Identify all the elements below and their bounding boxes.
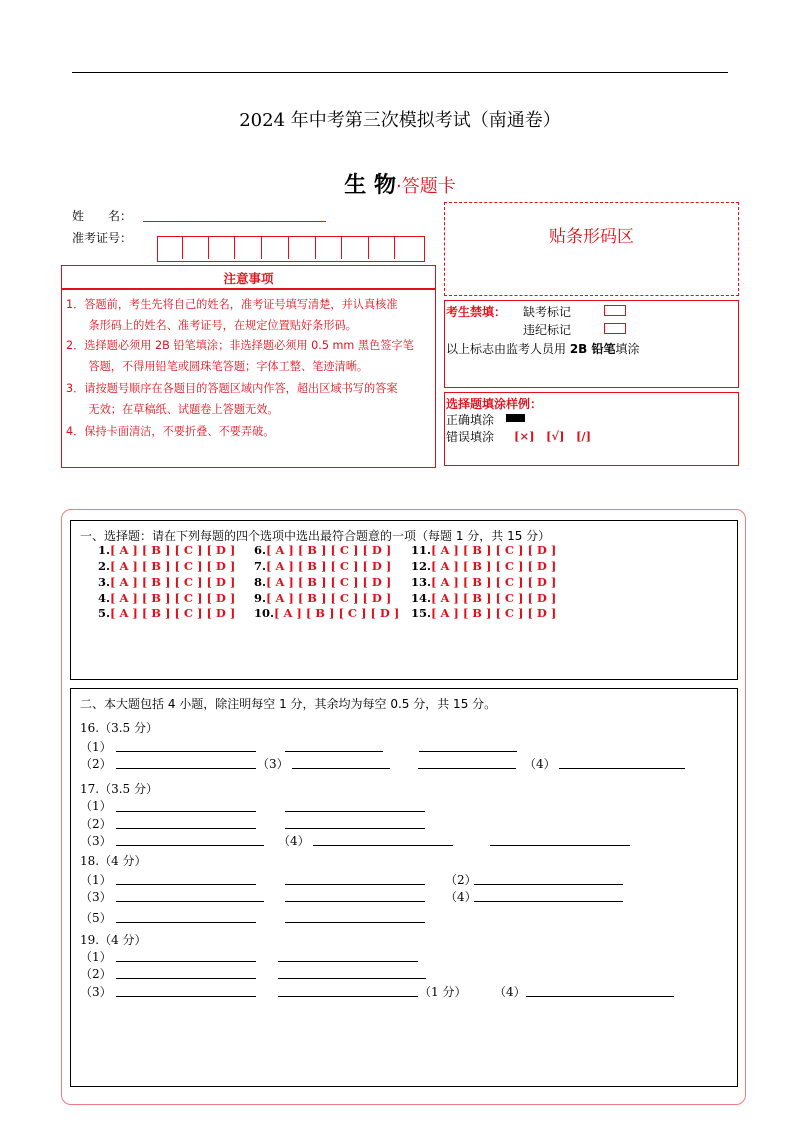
wrong-fill-label: 错误填涂 [446, 430, 495, 444]
subject-title [0, 168, 800, 199]
q16-blank[interactable] [285, 751, 383, 752]
q19-blank[interactable] [526, 996, 674, 997]
name-field[interactable] [143, 221, 326, 222]
q17-part3-label: （3） [80, 834, 112, 848]
notice-item: 4．保持卡面清洁，不要折叠、不要弄破。 [66, 425, 275, 438]
correct-fill-sample [506, 414, 525, 422]
absent-mark-box[interactable] [604, 305, 626, 316]
mc-question-13[interactable]: 13.[ A ] [ B ] [ C ] [ D ] [411, 575, 557, 589]
q18-part4-label: （4） [445, 890, 477, 904]
q18-blank[interactable] [474, 901, 623, 902]
mc-question-10[interactable]: 10.[ A ] [ B ] [ C ] [ D ] [254, 606, 400, 620]
mc-question-7[interactable]: 7.[ A ] [ B ] [ C ] [ D ] [254, 559, 392, 573]
q17-part4-label: （4） [278, 834, 310, 848]
mc-question-3[interactable]: 3.[ A ] [ B ] [ C ] [ D ] [98, 575, 236, 589]
mc-question-15[interactable]: 15.[ A ] [ B ] [ C ] [ D ] [411, 606, 557, 620]
q16-blank[interactable] [418, 768, 516, 769]
notice-item: 答题，不得用铅笔或圆珠笔答题；字体工整、笔迹清晰。 [66, 360, 369, 373]
q17-part2-label: （2） [80, 817, 112, 831]
q19-blank[interactable] [116, 961, 256, 962]
page-title: 2024 年中考第三次模拟考试（南通卷） [239, 110, 561, 131]
q16-heading: 16.（3.5 分） [80, 721, 158, 735]
q16-blank[interactable] [292, 768, 390, 769]
notice-item: 1．答题前，考生先将自己的姓名，准考证号填写清楚，并认真核准 [66, 298, 398, 311]
forbidden-label: 考生禁填： [446, 305, 507, 319]
q18-part2-label: （2） [445, 873, 477, 887]
q19-part3-label: （3） [80, 985, 112, 999]
violation-mark-box[interactable] [604, 323, 626, 334]
q17-part1-label: （1） [80, 799, 112, 813]
q16-part1-label: （1） [80, 740, 112, 754]
section2-title: 二、本大题包括 4 小题，除注明每空 1 分，其余均为每空 0.5 分，共 15 分。 [80, 697, 497, 711]
mc-question-8[interactable]: 8.[ A ] [ B ] [ C ] [ D ] [254, 575, 392, 589]
section2-box [70, 688, 738, 1087]
barcode-label: 贴条形码区 [549, 227, 634, 247]
q18-blank[interactable] [116, 901, 264, 902]
notice-box [61, 289, 436, 468]
q16-part3-label: （3） [257, 757, 289, 771]
notice-item: 3．请按题号顺序在各题目的答题区域内作答，超出区域书写的答案 [66, 382, 398, 395]
q19-blank[interactable] [116, 996, 256, 997]
q16-blank[interactable] [559, 768, 685, 769]
q19-part2-label: （2） [80, 967, 112, 981]
mc-question-1[interactable]: 1.[ A ] [ B ] [ C ] [ D ] [98, 543, 236, 557]
q19-blank[interactable] [116, 978, 256, 979]
q18-part3-label: （3） [80, 890, 112, 904]
q19-one-point-note: （1 分） [419, 985, 467, 999]
correct-fill-label: 正确填涂 [446, 413, 495, 427]
exam-no-boxes[interactable] [157, 236, 425, 262]
wrong-fill-samples: [×] [√] [/] [514, 429, 592, 443]
q18-blank[interactable] [116, 922, 256, 923]
forbidden-note-bold: 2B 铅笔 [569, 342, 616, 356]
absent-label: 缺考标记 [523, 305, 572, 319]
notice-title: 注意事项 [223, 271, 274, 286]
q19-part1-label: （1） [80, 950, 112, 964]
exam-no-label: 准考证号： [72, 231, 133, 245]
q18-blank[interactable] [116, 884, 256, 885]
violation-label: 违纪标记 [523, 323, 572, 337]
subject-name: 生 物 [344, 172, 396, 198]
q17-blank[interactable] [116, 828, 256, 829]
q17-heading: 17.（3.5 分） [80, 782, 158, 796]
q18-part5-label: （5） [80, 911, 112, 925]
mc-question-4[interactable]: 4.[ A ] [ B ] [ C ] [ D ] [98, 591, 236, 605]
q19-blank[interactable] [278, 978, 426, 979]
q16-blank[interactable] [419, 751, 517, 752]
notice-item: 2．选择题必须用 2B 铅笔填涂；非选择题必须用 0.5 mm 黑色签字笔 [66, 339, 414, 352]
mc-question-6[interactable]: 6.[ A ] [ B ] [ C ] [ D ] [254, 543, 392, 557]
q17-blank[interactable] [285, 828, 425, 829]
name-label: 姓 名： [72, 209, 133, 223]
q18-blank[interactable] [474, 884, 623, 885]
q17-blank[interactable] [313, 845, 453, 846]
mc-question-12[interactable]: 12.[ A ] [ B ] [ C ] [ D ] [411, 559, 557, 573]
section1-title: 一、选择题：请在下列每题的四个选项中选出最符合题意的一项（每题 1 分，共 15 分） [80, 529, 551, 543]
barcode-area [444, 202, 739, 296]
q18-blank[interactable] [285, 922, 425, 923]
top-rule [72, 72, 728, 73]
mc-question-5[interactable]: 5.[ A ] [ B ] [ C ] [ D ] [98, 606, 236, 620]
q17-blank[interactable] [285, 811, 425, 812]
q19-heading: 19.（4 分） [80, 933, 147, 947]
q18-part1-label: （1） [80, 873, 112, 887]
fill-example-title: 选择题填涂样例： [446, 397, 543, 411]
mc-question-11[interactable]: 11.[ A ] [ B ] [ C ] [ D ] [411, 543, 557, 557]
mc-question-14[interactable]: 14.[ A ] [ B ] [ C ] [ D ] [411, 591, 557, 605]
q16-part2-label: （2） [80, 757, 112, 771]
q16-part4-label: （4） [524, 757, 556, 771]
forbidden-note-prefix: 以上标志由监考人员用 [446, 342, 570, 356]
mc-question-2[interactable]: 2.[ A ] [ B ] [ C ] [ D ] [98, 559, 236, 573]
q19-blank[interactable] [278, 996, 418, 997]
q18-blank[interactable] [285, 884, 425, 885]
q16-blank[interactable] [116, 751, 256, 752]
notice-item: 无效；在草稿纸、试题卷上答题无效。 [66, 403, 279, 416]
forbidden-note [446, 340, 640, 357]
q18-blank[interactable] [285, 901, 425, 902]
q17-blank[interactable] [116, 811, 256, 812]
forbidden-note-suffix: 填涂 [615, 342, 640, 356]
q16-blank[interactable] [116, 768, 256, 769]
notice-item: 条形码上的姓名、准考证号，在规定位置贴好条形码。 [66, 319, 357, 332]
q19-blank[interactable] [278, 961, 418, 962]
q17-blank[interactable] [116, 845, 264, 846]
mc-question-9[interactable]: 9.[ A ] [ B ] [ C ] [ D ] [254, 591, 392, 605]
q19-part4-label: （4） [494, 985, 526, 999]
subject-suffix: ·答题卡 [395, 176, 456, 197]
q18-heading: 18.（4 分） [80, 854, 147, 868]
q17-blank[interactable] [490, 845, 630, 846]
